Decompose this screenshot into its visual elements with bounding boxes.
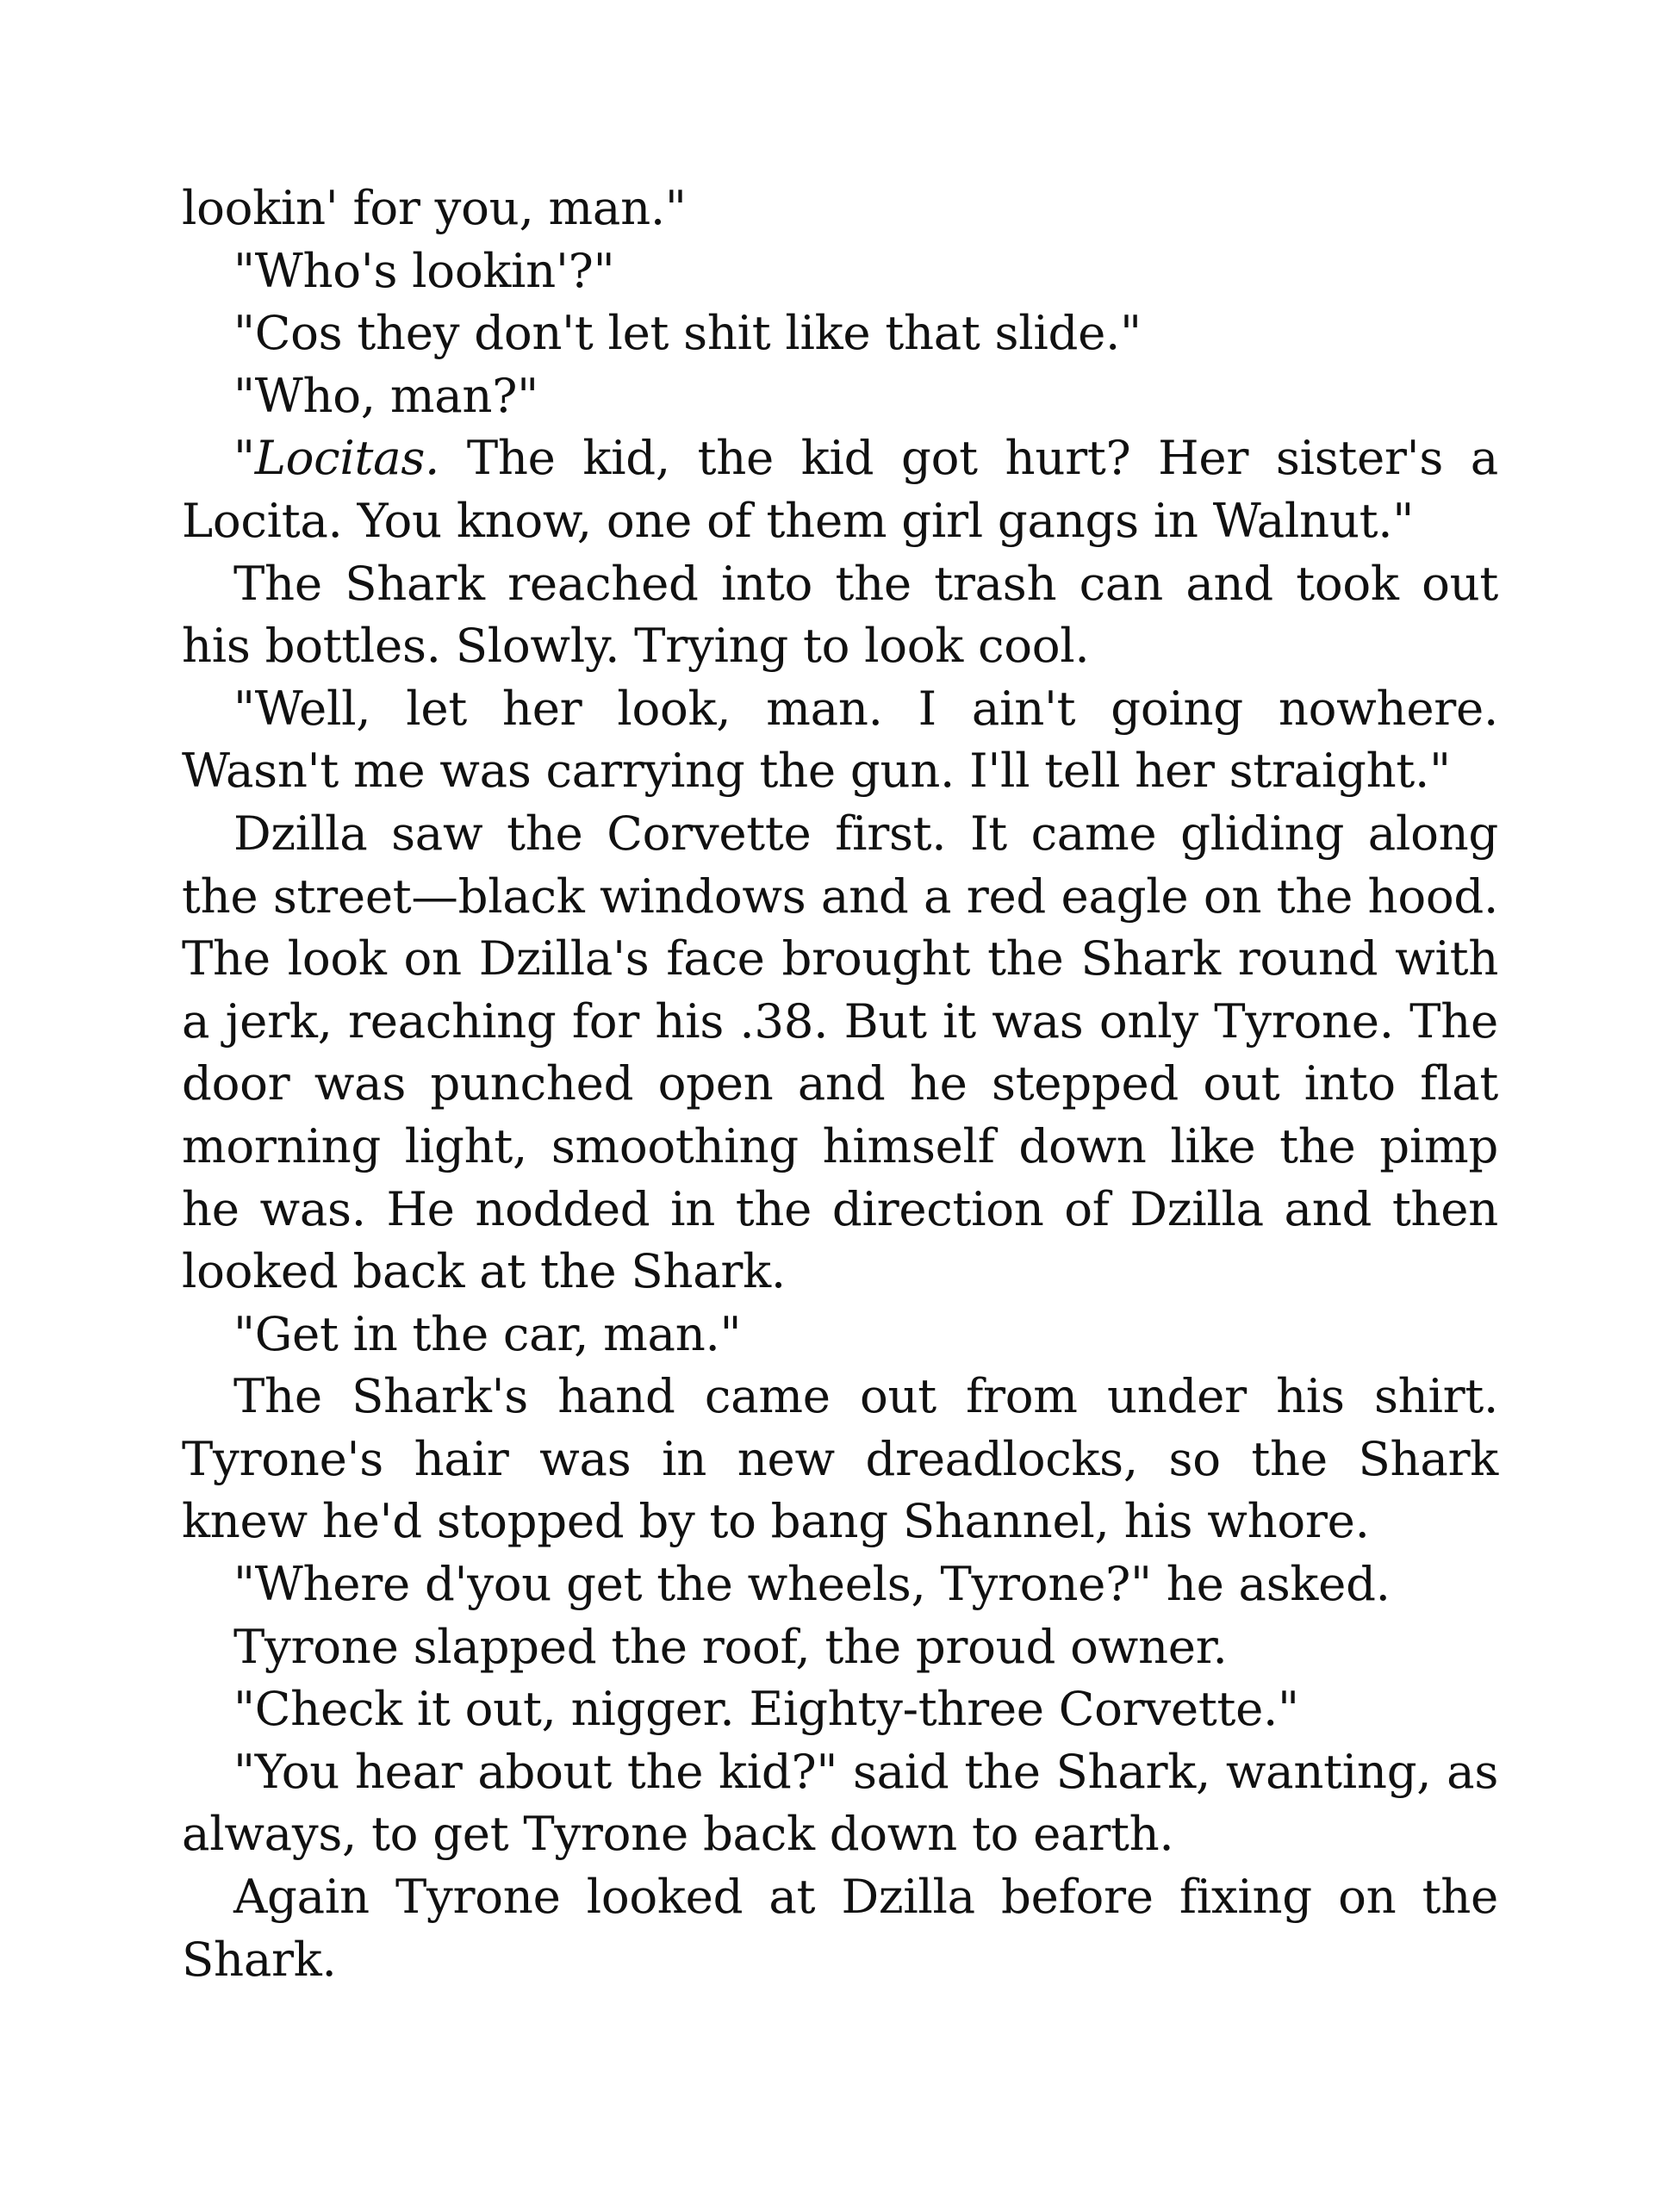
paragraph-text: "Cos they don't let shit like that slide." xyxy=(233,305,1142,361)
book-page xyxy=(182,177,1498,1990)
paragraph-dialogue xyxy=(182,677,1498,802)
paragraph-text: The Shark's hand came out from under his shirt. Tyrone's hair was in new dreadlocks, so the Shark knew he'd stopped by to bang Shannel, his whore. xyxy=(182,1368,1498,1549)
paragraph-quote-mark: " xyxy=(233,430,255,486)
paragraph-text: Dzilla saw the Corvette first. It came gliding along the street—black windows and a red eagle on the hood. The look on Dzilla's face brought the Shark round with a jerk, reaching for his .38. But it was only Tyrone. The door was punched open and he stepped out into flat morning light, smoothing himself down like the pimp he was. He nodded in the direction of Dzilla and then looked back at the Shark. xyxy=(182,805,1498,1299)
paragraph-dialogue xyxy=(182,1553,1498,1615)
paragraph-text: "Where d'you get the wheels, Tyrone?" he asked. xyxy=(233,1556,1391,1612)
paragraph-narration xyxy=(182,1615,1498,1678)
italic-word: Locitas. xyxy=(254,430,440,486)
paragraph-narration xyxy=(182,552,1498,677)
paragraph-text: Again Tyrone looked at Dzilla before fixing on the Shark. xyxy=(182,1869,1498,1987)
paragraph-text: "Who, man?" xyxy=(233,367,538,423)
paragraph-text: The kid, the kid got hurt? Her sister's a Locita. You know, one of them girl gangs in Walnut." xyxy=(182,430,1498,548)
paragraph-dialogue xyxy=(182,1677,1498,1740)
paragraph-text: "Check it out, nigger. Eighty-three Corvette." xyxy=(233,1681,1299,1737)
paragraph-narration xyxy=(182,802,1498,1303)
paragraph-dialogue xyxy=(182,1740,1498,1865)
paragraph-dialogue xyxy=(182,1303,1498,1366)
paragraph-continuation xyxy=(182,177,1498,240)
paragraph-text: "Well, let her look, man. I ain't going nowhere. Wasn't me was carrying the gun. I'll tell her straight." xyxy=(182,680,1498,799)
paragraph-text: The Shark reached into the trash can and took out his bottles. Slowly. Trying to look cool. xyxy=(182,555,1498,674)
paragraph-dialogue xyxy=(182,426,1498,551)
paragraph-text: "You hear about the kid?" said the Shark, wanting, as always, to get Tyrone back down to earth. xyxy=(182,1743,1498,1862)
paragraph-dialogue xyxy=(182,240,1498,302)
paragraph-text: "Get in the car, man." xyxy=(233,1305,742,1361)
paragraph-narration xyxy=(182,1865,1498,1990)
paragraph-text: Tyrone slapped the roof, the proud owner. xyxy=(233,1618,1228,1674)
paragraph-dialogue xyxy=(182,364,1498,427)
paragraph-text: lookin' for you, man." xyxy=(182,180,687,235)
paragraph-narration xyxy=(182,1365,1498,1553)
paragraph-text: "Who's lookin'?" xyxy=(233,242,615,298)
paragraph-dialogue xyxy=(182,302,1498,364)
